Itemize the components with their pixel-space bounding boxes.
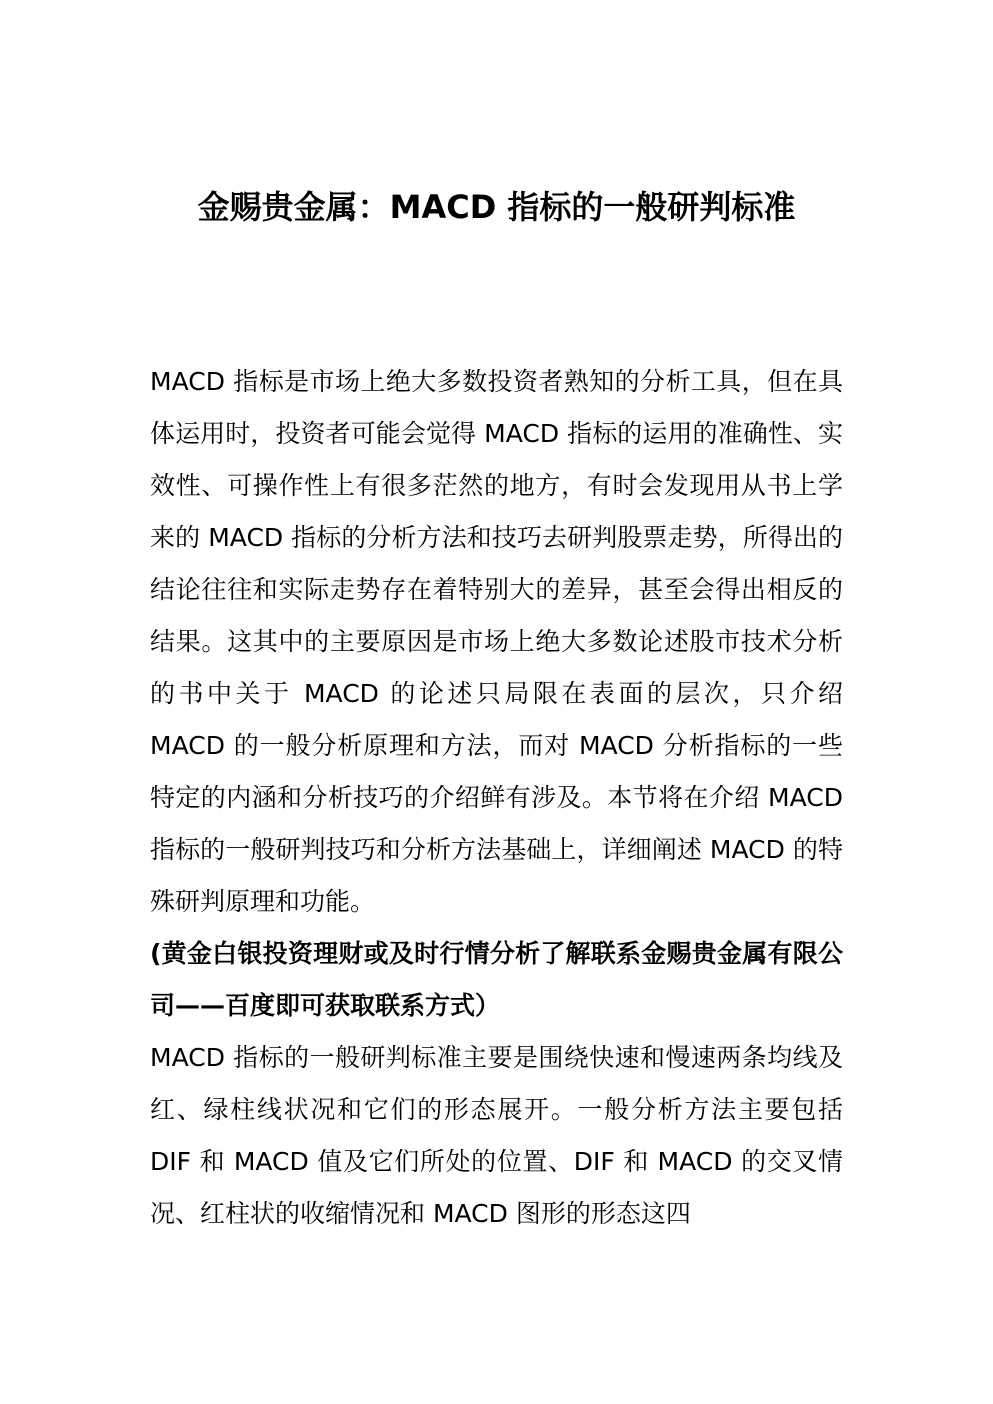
paragraph-intro: MACD 指标是市场上绝大多数投资者熟知的分析工具，但在具体运用时，投资者可能会觉得 MACD 指标的运用的准确性、实效性、可操作性上有很多茫然的地方，有时会发现用从书上学来的 MACD 指标的分析方法和技巧去研判股票走势，所得出的结论往往和实际走势存在着特别大的差异，甚至会得出相反的结果。这其中的主要原因是市场上绝大多数论述股市技术分析的书中关于 MACD 的论述只局限在表面的层次，只介绍 MACD 的一般分析原理和方法，而对 MACD 分析指标的一些特定的内涵和分析技巧的介绍鲜有涉及。本节将在介绍 MACD 指标的一般研判技巧和分析方法基础上，详细阐述 MACD 的特殊研判原理和功能。 (150, 367, 843, 916)
document-body (150, 356, 843, 1240)
document-title: 金赐贵金属：MACD 指标的一般研判标准 (197, 188, 796, 227)
paragraph-contact-note: (黄金白银投资理财或及时行情分析了解联系金赐贵金属有限公司——百度即可获取联系方式） (150, 939, 843, 1020)
paragraph-standards: MACD 指标的一般研判标准主要是围绕快速和慢速两条均线及红、绿柱线状况和它们的形态展开。一般分析方法主要包括 DIF 和 MACD 值及它们所处的位置、DIF 和 MACD 的交叉情况、红柱状的收缩情况和 MACD 图形的形态这四 (150, 1043, 843, 1228)
